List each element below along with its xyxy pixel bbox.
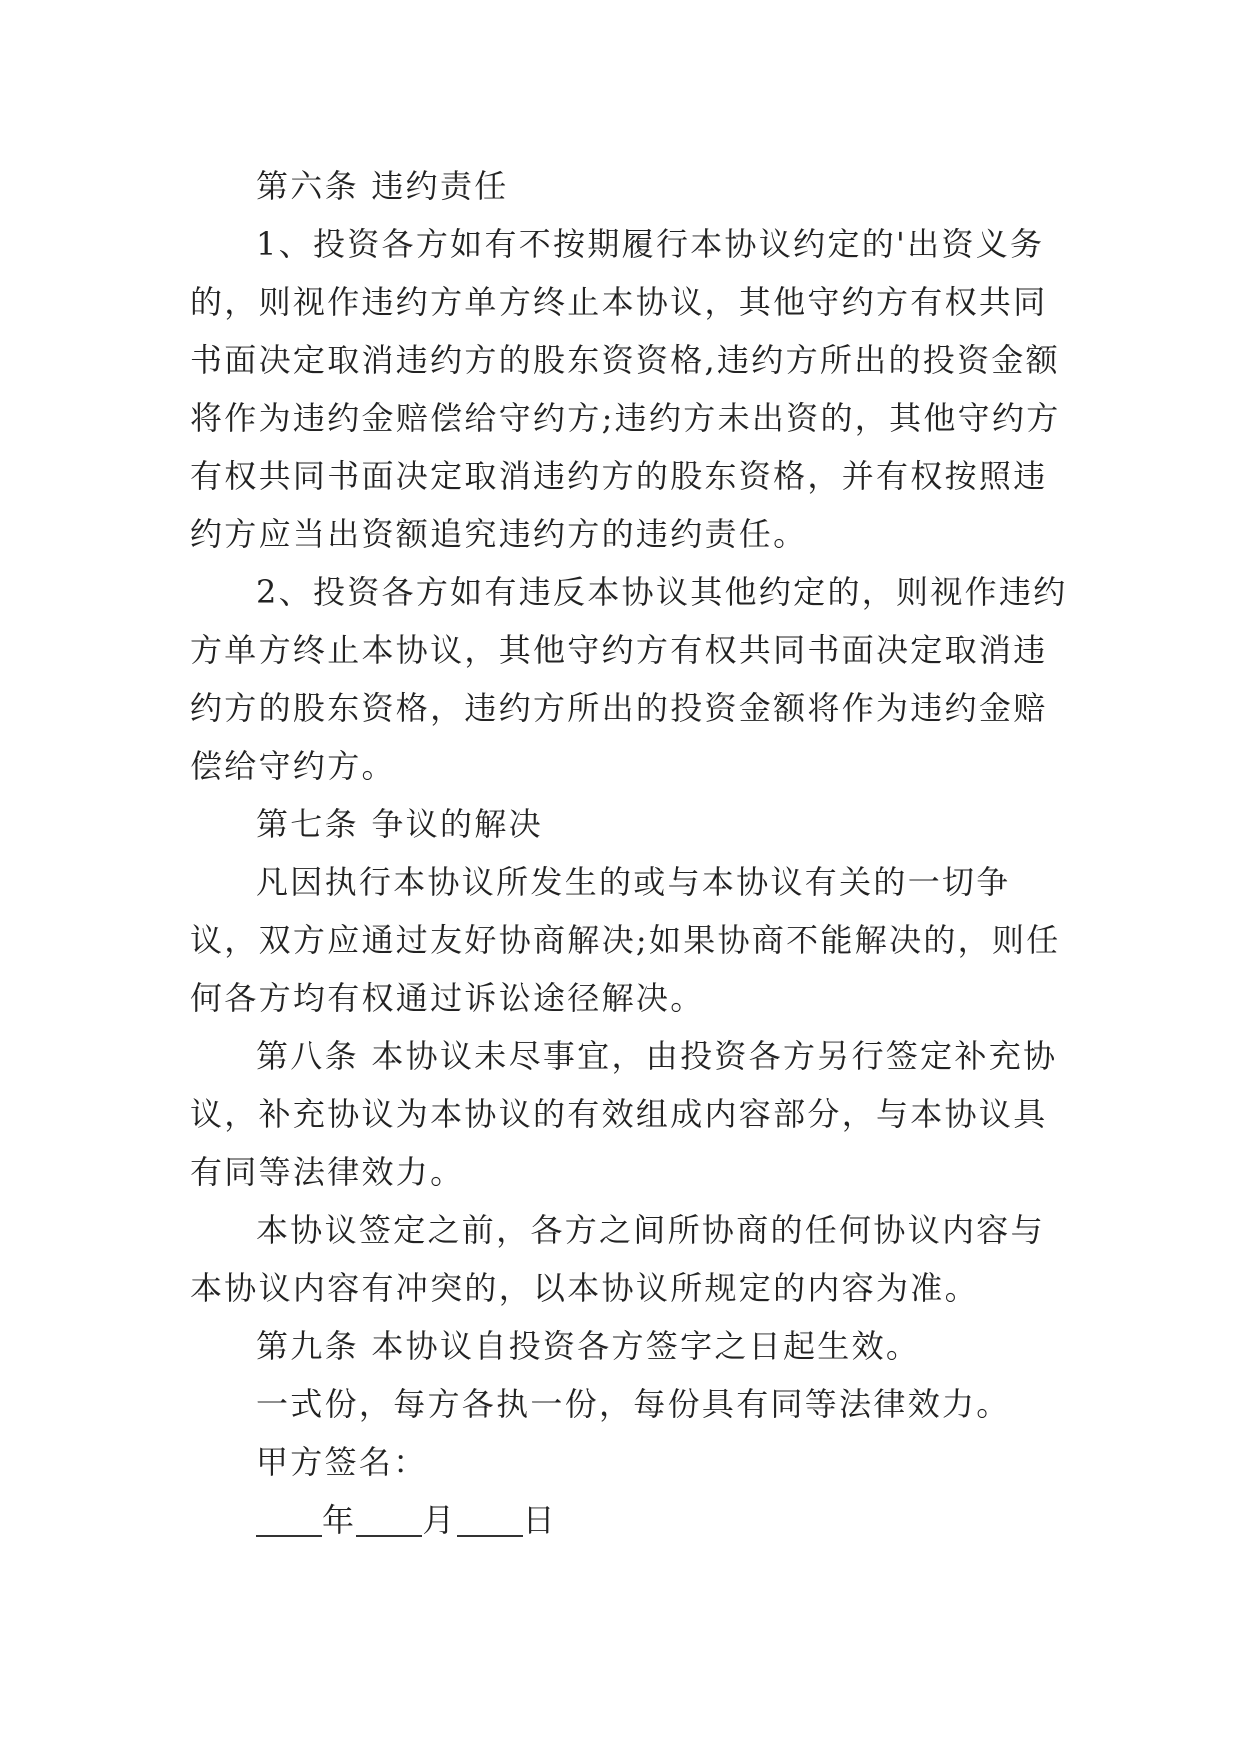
month-label: 月 (422, 1501, 457, 1539)
section-eight: 第八条 本协议未尽事宜，由投资各方另行签定补充协议，补充协议为本协议的有效组成内容部分，与本协议具有同等法律效力。 (190, 1037, 1058, 1191)
document-body (190, 157, 1070, 1549)
day-label: 日 (522, 1501, 557, 1539)
section-nine: 第九条 本协议自投资各方签字之日起生效。 (256, 1327, 921, 1365)
signature-date-line (190, 1491, 1070, 1549)
precedence-clause: 本协议签定之前，各方之间所协商的任何协议内容与本协议内容有冲突的，以本协议所规定的内容为准。 (190, 1211, 1045, 1307)
copies-clause: 一式份，每方各执一份，每份具有同等法律效力。 (256, 1385, 1011, 1423)
day-blank (457, 1499, 523, 1537)
section-seven-body: 凡因执行本协议所发生的或与本协议有关的一切争议，双方应通过友好协商解决;如果协商不能解决的，则任何各方均有权通过诉讼途径解决。 (190, 863, 1061, 1017)
section-seven-heading: 第七条 争议的解决 (256, 805, 543, 843)
month-blank (356, 1499, 422, 1537)
section-six-heading: 第六条 违约责任 (256, 167, 509, 205)
year-label: 年 (322, 1501, 357, 1539)
year-blank (256, 1499, 322, 1537)
section-six-clause-1: 1、投资各方如有不按期履行本协议约定的'出资义务的，则视作违约方单方终止本协议，其他守约方有权共同书面决定取消违约方的股东资资格,违约方所出的投资金额将作为违约金赔偿给守约方;违约方未出资的，其他守约方有权共同书面决定取消违约方的股东资格，并有权按照违约方应当出资额追究违约方的违约责任。 (190, 225, 1061, 553)
section-six-clause-2: 2、投资各方如有违反本协议其他约定的，则视作违约方单方终止本协议，其他守约方有权共同书面决定取消违约方的股东资格，违约方所出的投资金额将作为违约金赔偿给守约方。 (190, 573, 1068, 785)
party-a-signature-label: 甲方签名： (256, 1443, 428, 1481)
